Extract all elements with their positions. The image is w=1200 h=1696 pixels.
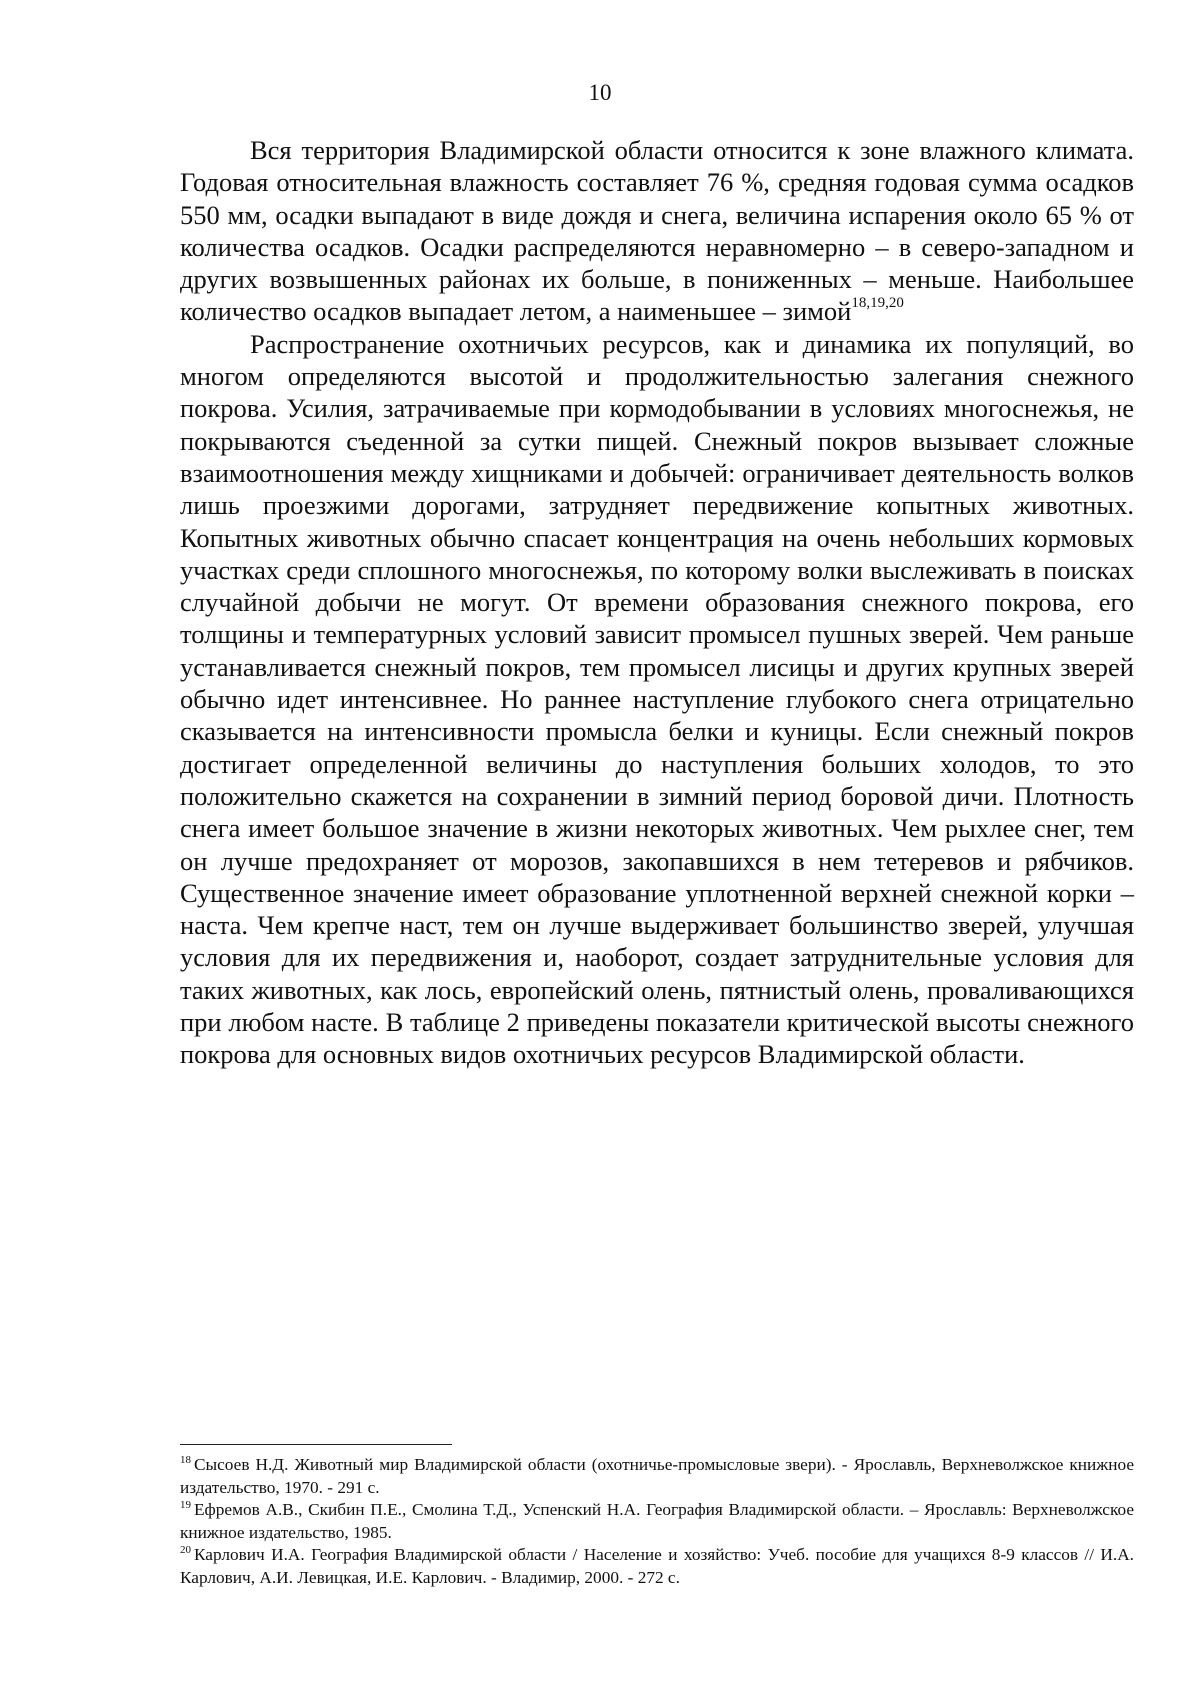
paragraph-climate xyxy=(180,134,1134,328)
footnote-item xyxy=(180,1544,1134,1589)
paragraph-climate-text: Вся территория Владимирской области относится к зоне влажного климата. Годовая относительная влажность составляет 76 %, средняя годовая сумма осадков 550 мм, осадки выпадают в виде дождя и снега, величина испарения около 65 % от количества осадков. Осадки распределяются неравномерно – в северо-западном и других возвышенных районах их больше, в пониженных – меньше. Наибольшее количество осадков выпадает летом, а наименьшее – зимой xyxy=(180,135,1134,327)
footnote-text: Карлович И.А. География Владимирской области / Население и хозяйство: Учеб. пособие для учащихся 8-9 классов // И.А. Карлович, А.И. Левицкая, И.Е. Карлович. - Владимир, 2000. - 272 с. xyxy=(180,1545,1134,1587)
footnotes xyxy=(180,1454,1134,1589)
paragraph-snow-cover: Распространение охотничьих ресурсов, как и динамика их популяций, во многом определяются высотой и продолжительностью залегания снежного покрова. Усилия, затрачиваемые при кормодобывании в условиях многоснежья, не покрываются съеденной за сутки пищей. Снежный покров вызывает сложные взаимоотношения между хищниками и добычей: ограничивает деятельность волков лишь проезжими дорогами, затрудняет передвижение копытных животных. Копытных животных обычно спасает концентрация на очень небольших кормовых участках среди сплошного многоснежья, по которому волки выслеживать в поисках случайной добычи не могут. От времени образования снежного покрова, его толщины и температурных условий зависит промысел пушных зверей. Чем раньше устанавливается снежный покров, тем промысел лисицы и других крупных зверей обычно идет интенсивнее. Но раннее наступление глубокого снега отрицательно сказывается на интенсивности промысла белки и куницы. Если снежный покров достигает определенной величины до наступления больших холодов, то это положительно скажется на сохранении в зимний период боровой дичи. Плотность снега имеет большое значение в жизни некоторых животных. Чем рыхлее снег, тем он лучше предохраняет от морозов, закопавшихся в нем тетеревов и рябчиков. Существенное значение имеет образование уплотненной верхней снежной корки – наста. Чем крепче наст, тем он лучше выдерживает большинство зверей, улучшая условия для их передвижения и, наоборот, создает затруднительные условия для таких животных, как лось, европейский олень, пятнистый олень, проваливающихся при любом насте. В таблице 2 приведены показатели критической высоты снежного покрова для основных видов охотничьих ресурсов Владимирской области. xyxy=(180,328,1134,1070)
page-number: 10 xyxy=(588,80,612,105)
footnote-separator xyxy=(180,1444,452,1445)
footnote-item xyxy=(180,1499,1134,1544)
footnote-item xyxy=(180,1454,1134,1499)
footnote-text: Сысоев Н.Д. Животный мир Владимирской области (охотничье-промысловые звери). - Ярославль, Верхневолжское книжное издательство, 1970. - 291 с. xyxy=(180,1455,1134,1497)
footnote-reference: 18,19,20 xyxy=(851,295,904,312)
footnote-mark: 20 xyxy=(180,1544,191,1556)
body-text xyxy=(180,134,1134,1071)
footnote-text: Ефремов А.В., Скибин П.Е., Смолина Т.Д., Успенский Н.А. География Владимирской области. – Ярославль: Верхневолжское книжное издательство, 1985. xyxy=(180,1500,1134,1542)
footnote-mark: 18 xyxy=(180,1454,191,1466)
footnote-mark: 19 xyxy=(180,1499,191,1511)
